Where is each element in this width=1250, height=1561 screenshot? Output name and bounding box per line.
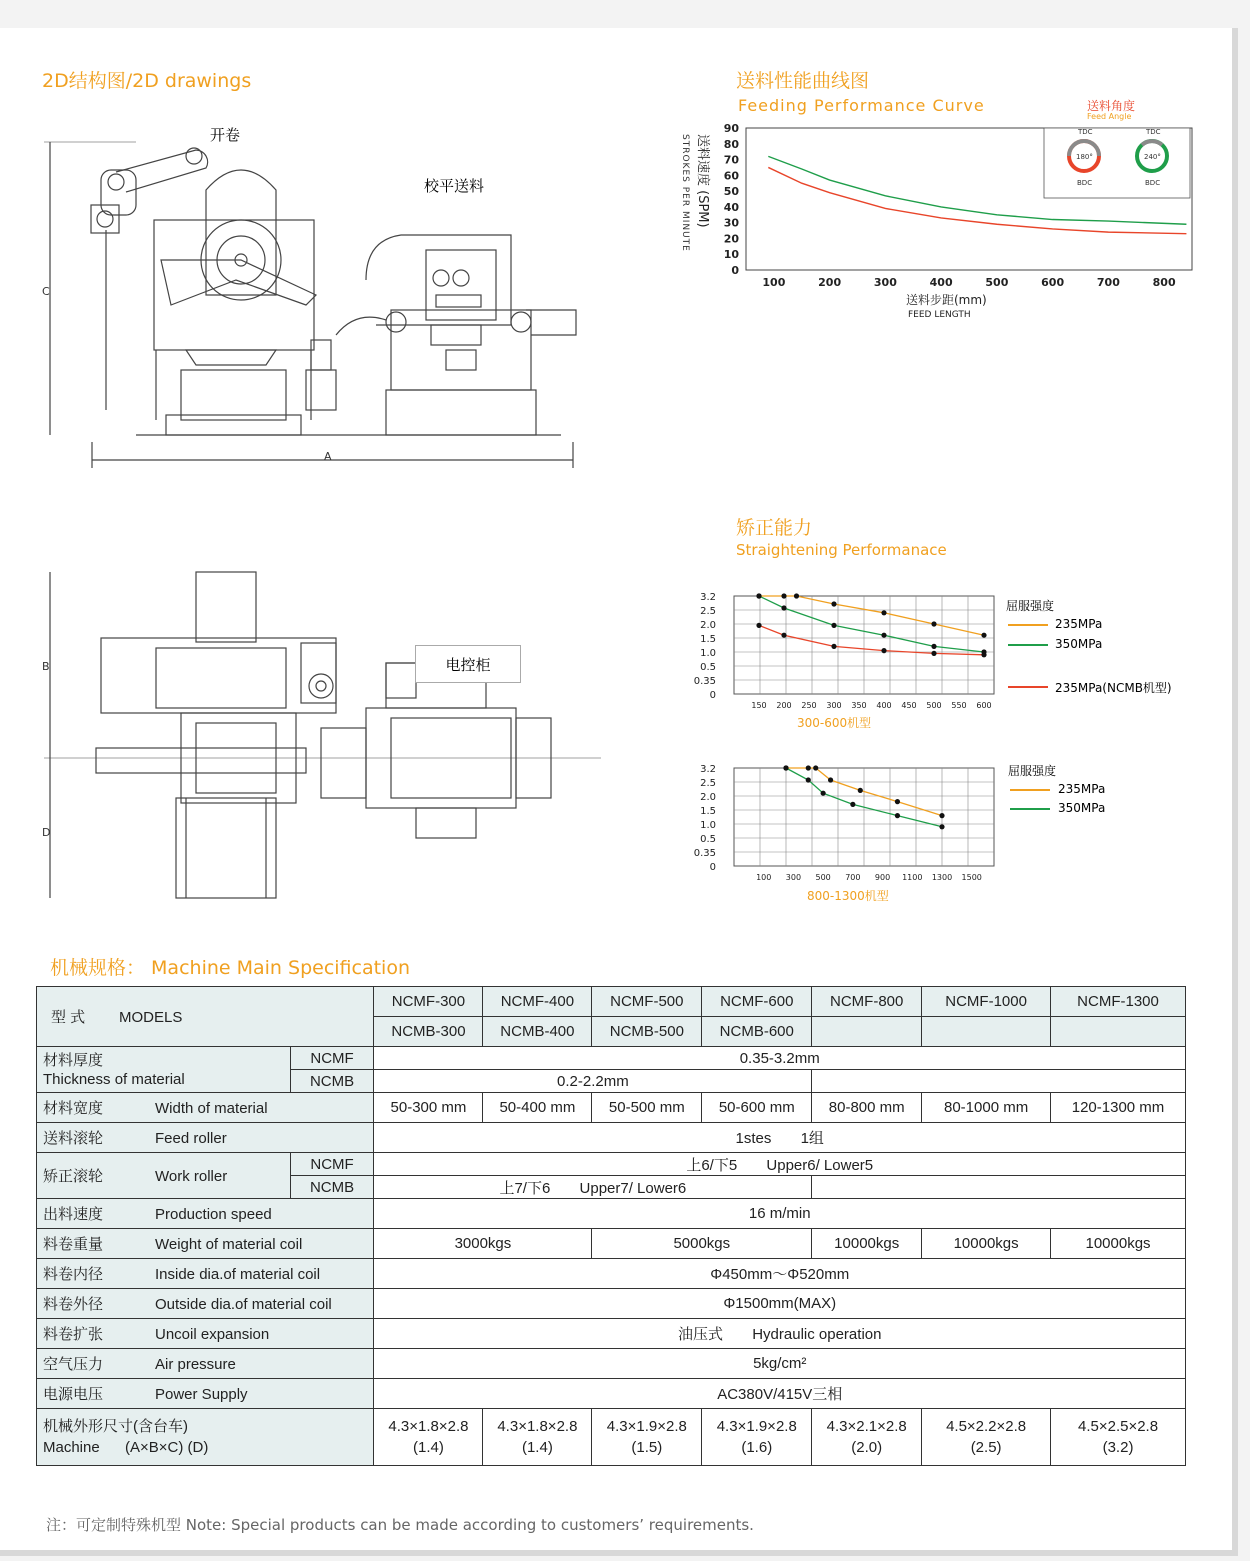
str800-ytick: 2.5 xyxy=(700,778,716,789)
dim-d-label: D xyxy=(42,826,51,839)
str800-xtick: 300 xyxy=(785,873,802,882)
feed-angle-box xyxy=(1044,128,1190,198)
tdc-label-2: TDC xyxy=(1146,128,1161,136)
model-ncmb-empty-1 xyxy=(812,1017,922,1047)
air-value: 5kg/cm² xyxy=(374,1349,1186,1379)
model-ncmf-400: NCMF-400 xyxy=(483,987,592,1017)
model-ncmb-empty-2 xyxy=(922,1017,1051,1047)
straightening-chart-300-600 xyxy=(686,580,1006,730)
caption-300-600: 300-600机型 xyxy=(797,716,872,730)
feed-ytick: 20 xyxy=(723,232,739,246)
power-label: 电源电压 Power Supply xyxy=(37,1379,374,1409)
str300-point xyxy=(794,593,799,598)
dims-300: 4.3×1.8×2.8 (1.4) xyxy=(374,1409,483,1466)
str800-ytick: 1.0 xyxy=(700,820,716,831)
str300-ytick: 0 xyxy=(709,690,716,701)
work-roller-ncmb-empty xyxy=(812,1176,1186,1199)
work-roller-ncmf-value: 上6/下5 Upper6/ Lower5 xyxy=(374,1153,1186,1176)
str800-point xyxy=(858,788,863,793)
width-400: 50-400 mm xyxy=(483,1093,592,1123)
str300-xtick: 150 xyxy=(751,701,767,710)
width-1000: 80-1000 mm xyxy=(922,1093,1051,1123)
model-ncmf-500: NCMF-500 xyxy=(592,987,702,1017)
str800-point xyxy=(895,799,900,804)
legend-swatch-235-1 xyxy=(1008,624,1048,626)
weight-800: 10000kgs xyxy=(812,1229,922,1259)
dims-1300: 4.5×2.5×2.8 (3.2) xyxy=(1051,1409,1186,1466)
legend-swatch-235-2 xyxy=(1010,789,1050,791)
bdc-label-2: BDC xyxy=(1145,179,1161,187)
str300-point xyxy=(756,593,761,598)
side-view-drawing xyxy=(36,110,616,480)
str300-series-0 xyxy=(759,596,984,635)
leveler-label: 校平送料 xyxy=(424,177,485,195)
str300-point xyxy=(781,593,786,598)
caption-800-1300: 800-1300机型 xyxy=(807,889,889,903)
feed-roller-label: 送料滚轮 Feed roller xyxy=(37,1123,374,1153)
str800-xtick: 1300 xyxy=(931,873,953,882)
dims-1000: 4.5×2.2×2.8 (2.5) xyxy=(922,1409,1051,1466)
legend-swatch-ncmb xyxy=(1008,686,1048,688)
work-roller-label: 矫正滚轮 Work roller xyxy=(37,1153,291,1199)
str300-xtick: 450 xyxy=(901,701,917,710)
str300-xtick: 350 xyxy=(851,701,867,710)
thickness-label: 材料厚度 Thickness of material xyxy=(37,1047,291,1093)
straightening-title-en: Straightening Performanace xyxy=(736,541,947,559)
str300-xtick: 200 xyxy=(776,701,792,710)
feed-curve-title-zh: 送料性能曲线图 xyxy=(736,70,870,92)
str300-ytick: 2.5 xyxy=(700,606,716,617)
thickness-ncmb-tag: NCMB xyxy=(290,1070,374,1093)
str300-point xyxy=(931,651,936,656)
str300-ytick: 3.2 xyxy=(700,592,716,603)
weight-1300: 10000kgs xyxy=(1051,1229,1186,1259)
model-ncmf-600: NCMF-600 xyxy=(702,987,812,1017)
feed-xtick: 400 xyxy=(929,276,953,289)
bdc-label-1: BDC xyxy=(1077,179,1093,187)
work-roller-ncmb-tag: NCMB xyxy=(290,1176,374,1199)
straightening-chart-800-1300 xyxy=(686,752,1006,902)
str300-series-2 xyxy=(759,625,984,654)
weight-300-400: 3000kgs xyxy=(374,1229,592,1259)
model-ncmb-500: NCMB-500 xyxy=(592,1017,702,1047)
feed-ylabel-zh: 送料速度 (SPM) xyxy=(695,134,710,228)
feed-ytick: 70 xyxy=(723,153,739,167)
spec-table xyxy=(36,986,1186,1466)
deg-180-label: 180° xyxy=(1076,153,1093,161)
thickness-ncmf-tag: NCMF xyxy=(290,1047,374,1070)
feed-ytick: 40 xyxy=(723,200,739,214)
str800-xtick: 100 xyxy=(756,873,772,882)
feed-angle-zh: 送料角度 xyxy=(1087,99,1136,113)
outside-dia-value: Φ1500mm(MAX) xyxy=(374,1289,1186,1319)
str300-point xyxy=(831,601,836,606)
feed-xtick: 600 xyxy=(1041,276,1065,289)
feed-performance-chart xyxy=(676,112,1216,324)
outside-dia-label: 料卷外径 Outside dia.of material coil xyxy=(37,1289,374,1319)
str300-xtick: 400 xyxy=(876,701,892,710)
str300-point xyxy=(756,623,761,628)
feed-xtick: 300 xyxy=(873,276,897,289)
work-roller-ncmf-tag: NCMF xyxy=(290,1153,374,1176)
str300-ytick: 2.0 xyxy=(700,620,716,631)
air-label: 空气压力 Air pressure xyxy=(37,1349,374,1379)
str800-ytick: 3.2 xyxy=(700,764,716,775)
control-cabinet-label: 电控柜 xyxy=(415,645,521,683)
str300-xtick: 500 xyxy=(926,701,942,710)
speed-value: 16 m/min xyxy=(374,1199,1186,1229)
width-600: 50-600 mm xyxy=(702,1093,812,1123)
legend-swatch-350-2 xyxy=(1010,808,1050,810)
str300-ytick: 0.5 xyxy=(700,662,716,673)
str800-point xyxy=(939,813,944,818)
str300-ytick: 1.0 xyxy=(700,648,716,659)
str800-ytick: 1.5 xyxy=(700,806,716,817)
top-view-drawing xyxy=(36,568,616,908)
spec-title: 机械规格： Machine Main Specification xyxy=(50,957,410,979)
feed-xtick: 700 xyxy=(1096,276,1120,289)
feed-xlabel-zh: 送料步距(mm) xyxy=(906,293,987,307)
str800-ytick: 0.35 xyxy=(693,848,716,859)
models-label: 型 式 MODELS xyxy=(37,987,374,1047)
str300-xtick: 600 xyxy=(976,701,992,710)
feed-ytick: 10 xyxy=(723,248,739,262)
str800-ytick: 0 xyxy=(709,862,716,873)
straightening-title-zh: 矫正能力 xyxy=(736,517,813,539)
str800-point xyxy=(783,765,788,770)
dim-c-label: C xyxy=(42,285,50,298)
width-800: 80-800 mm xyxy=(812,1093,922,1123)
str800-xtick: 900 xyxy=(874,873,891,882)
str800-point xyxy=(806,765,811,770)
str300-point xyxy=(981,633,986,638)
feed-xtick: 500 xyxy=(985,276,1009,289)
model-ncmf-300: NCMF-300 xyxy=(374,987,483,1017)
uncoiler-label: 开卷 xyxy=(210,126,241,144)
feed-ytick: 60 xyxy=(723,169,739,183)
width-300: 50-300 mm xyxy=(374,1093,483,1123)
uncoil-label: 料卷扩张 Uncoil expansion xyxy=(37,1319,374,1349)
weight-500-600: 5000kgs xyxy=(592,1229,812,1259)
feed-xtick: 100 xyxy=(762,276,786,289)
str300-point xyxy=(831,623,836,628)
str800-xtick: 500 xyxy=(815,873,831,882)
feed-ytick: 0 xyxy=(731,264,739,277)
str800-point xyxy=(939,824,944,829)
work-roller-ncmb-value: 上7/下6 Upper7/ Lower6 xyxy=(374,1176,812,1199)
deg-240-label: 240° xyxy=(1144,153,1161,161)
model-ncmb-empty-3 xyxy=(1051,1017,1186,1047)
str300-point xyxy=(881,648,886,653)
dim-a-label: A xyxy=(324,450,332,463)
model-ncmf-1300: NCMF-1300 xyxy=(1051,987,1186,1017)
legend-350-1: 350MPa xyxy=(1055,637,1103,651)
legend-235-1: 235MPa xyxy=(1055,617,1103,631)
legend-350-2: 350MPa xyxy=(1058,801,1106,815)
model-ncmb-300: NCMB-300 xyxy=(374,1017,483,1047)
inside-dia-value: Φ450mm～Φ520mm xyxy=(374,1259,1186,1289)
str300-xtick: 300 xyxy=(826,701,842,710)
str800-point xyxy=(813,765,818,770)
str800-point xyxy=(806,777,811,782)
feed-angle-en: Feed Angle xyxy=(1087,112,1132,121)
model-ncmb-600: NCMB-600 xyxy=(702,1017,812,1047)
weight-label: 料卷重量 Weight of material coil xyxy=(37,1229,374,1259)
legend-title-2: 屈服强度 xyxy=(1008,764,1057,778)
str800-xtick: 700 xyxy=(845,873,861,882)
width-1300: 120-1300 mm xyxy=(1051,1093,1186,1123)
str800-xtick: 1500 xyxy=(961,873,982,882)
str800-ytick: 2.0 xyxy=(700,792,716,803)
dims-400: 4.3×1.8×2.8 (1.4) xyxy=(483,1409,592,1466)
str300-point xyxy=(781,605,786,610)
str300-xtick: 550 xyxy=(951,701,967,710)
str300-point xyxy=(881,633,886,638)
str300-point xyxy=(881,610,886,615)
legend-title-1: 屈服强度 xyxy=(1006,599,1055,613)
str800-ytick: 0.5 xyxy=(700,834,716,845)
thickness-ncmb-empty xyxy=(812,1070,1186,1093)
dims-500: 4.3×1.9×2.8 (1.5) xyxy=(592,1409,702,1466)
dim-b-label: B xyxy=(42,660,50,673)
width-label: 材料宽度 Width of material xyxy=(37,1093,374,1123)
dims-800: 4.3×2.1×2.8 (2.0) xyxy=(812,1409,922,1466)
str300-point xyxy=(931,644,936,649)
str800-xtick: 1100 xyxy=(902,873,923,882)
str800-point xyxy=(895,813,900,818)
str300-point xyxy=(781,633,786,638)
feed-ytick: 90 xyxy=(723,122,739,135)
feed-ytick: 80 xyxy=(723,137,739,151)
feed-roller-value: 1stes 1组 xyxy=(374,1123,1186,1153)
feed-ytick: 30 xyxy=(723,216,739,230)
drawings-title: 2D结构图/2D drawings xyxy=(42,70,252,92)
str300-ytick: 1.5 xyxy=(700,634,716,645)
feed-xtick: 200 xyxy=(818,276,842,289)
str300-point xyxy=(931,621,936,626)
footnote: 注：可定制特殊机型 Note: Special products can be made according to customers’ requirements. xyxy=(46,1516,754,1534)
legend-235-ncmb: 235MPa(NCMB机型) xyxy=(1055,681,1172,695)
feed-ytick: 50 xyxy=(723,185,739,199)
model-ncmb-400: NCMB-400 xyxy=(483,1017,592,1047)
str300-point xyxy=(831,644,836,649)
str800-point xyxy=(850,802,855,807)
dims-600: 4.3×1.9×2.8 (1.6) xyxy=(702,1409,812,1466)
thickness-ncmb-value: 0.2-2.2mm xyxy=(374,1070,812,1093)
tdc-label-1: TDC xyxy=(1078,128,1093,136)
str800-point xyxy=(821,791,826,796)
uncoil-value: 油压式 Hydraulic operation xyxy=(374,1319,1186,1349)
width-500: 50-500 mm xyxy=(592,1093,702,1123)
inside-dia-label: 料卷内径 Inside dia.of material coil xyxy=(37,1259,374,1289)
weight-1000: 10000kgs xyxy=(922,1229,1051,1259)
feed-ylabel-en: STROKES PER MINUTE xyxy=(680,134,690,252)
speed-label: 出料速度 Production speed xyxy=(37,1199,374,1229)
feed-xlabel-en: FEED LENGTH xyxy=(908,310,971,320)
model-ncmf-1000: NCMF-1000 xyxy=(922,987,1051,1017)
legend-235-2: 235MPa xyxy=(1058,782,1106,796)
power-value: AC380V/415V三相 xyxy=(374,1379,1186,1409)
str800-point xyxy=(828,777,833,782)
model-ncmf-800: NCMF-800 xyxy=(812,987,922,1017)
str300-xtick: 250 xyxy=(801,701,817,710)
thickness-ncmf-value: 0.35-3.2mm xyxy=(374,1047,1186,1070)
legend-swatch-350-1 xyxy=(1008,644,1048,646)
feed-curve-title-en: Feeding Performance Curve xyxy=(738,96,985,115)
dims-label: 机械外形尺寸(含台车) Machine (A×B×C) (D) xyxy=(37,1409,374,1466)
str300-ytick: 0.35 xyxy=(693,676,716,687)
str300-point xyxy=(981,652,986,657)
feed-xtick: 800 xyxy=(1152,276,1176,289)
